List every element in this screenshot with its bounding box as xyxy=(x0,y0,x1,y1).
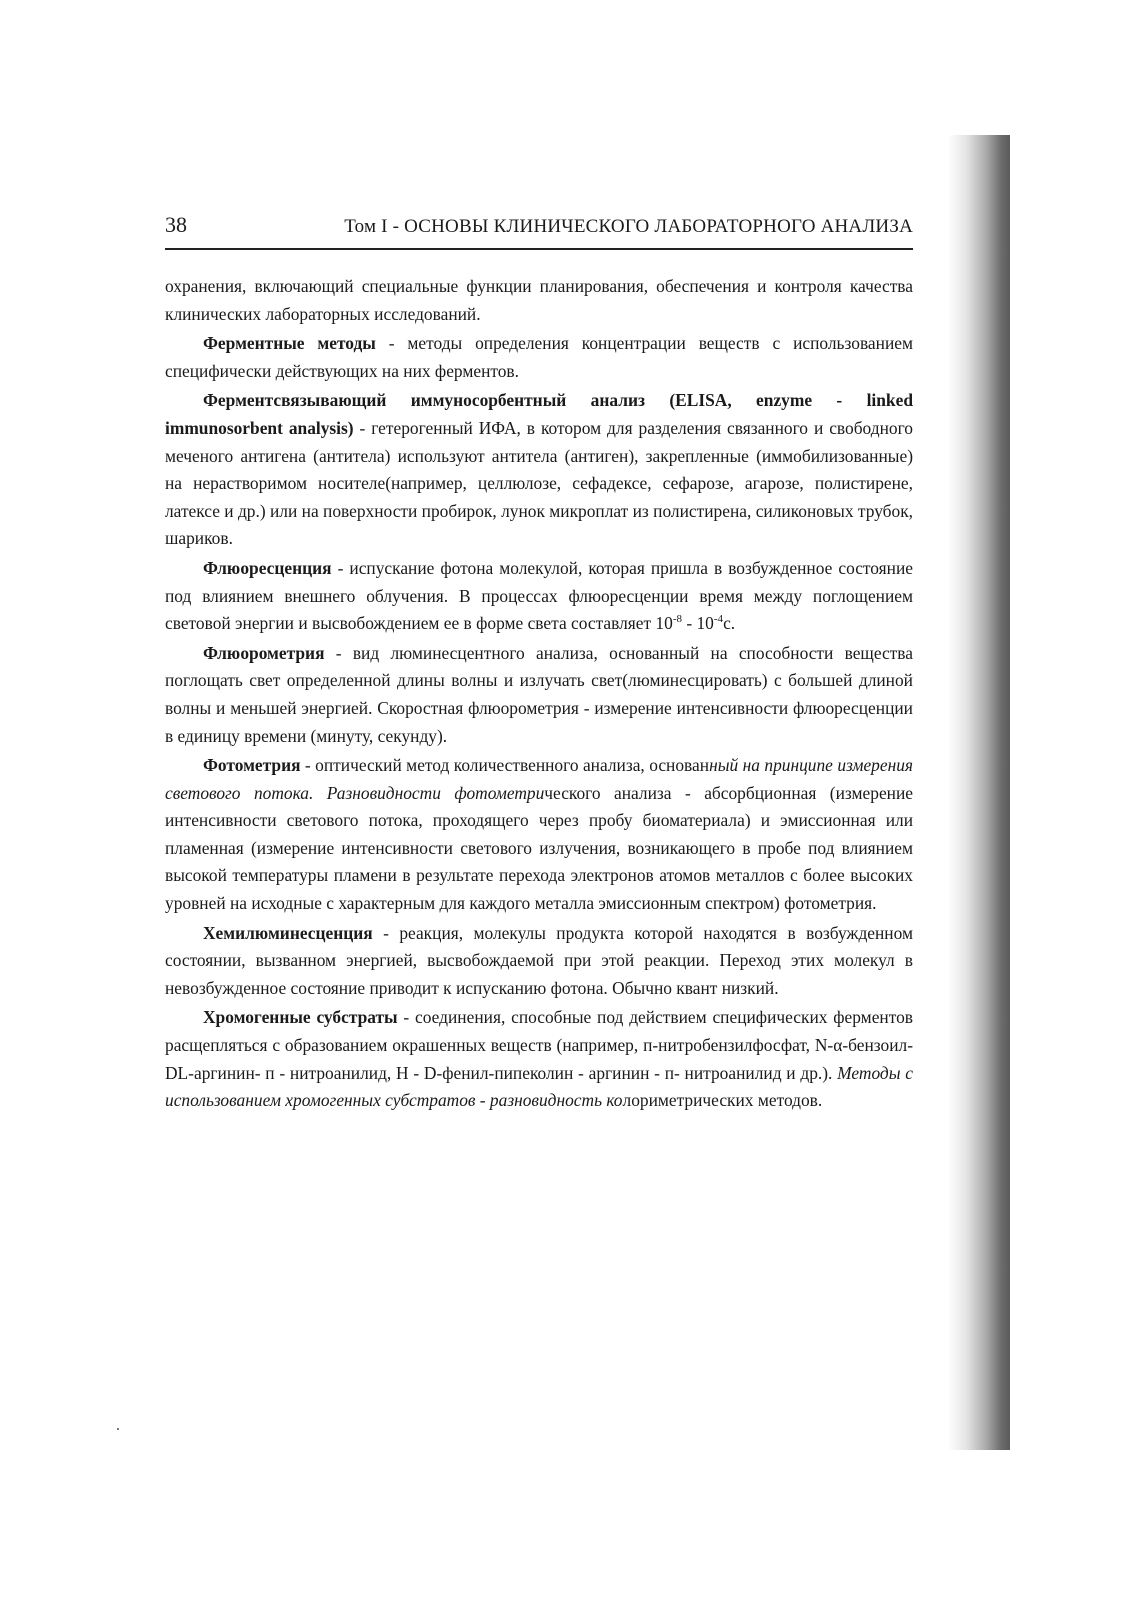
paragraph-text: охранения, включающий специальные функции планирования, обеспечения и контроля качества клинических лабораторных исследований. xyxy=(165,276,913,324)
exponent: -4 xyxy=(713,613,724,626)
definition-text: - испускание фотона молекулой, которая пришла в возбужденное состояние под влиянием внешнего облучения. В процессах флюоресценции время между поглощением световой энергии и высвобождением ее в форме света составляет 10 xyxy=(165,557,913,634)
term: Ферментные методы xyxy=(203,333,376,354)
definition-text: - 10 xyxy=(682,613,714,634)
page-number: 38 xyxy=(165,212,187,237)
scan-speck xyxy=(117,1428,119,1430)
definition-enzymatic-methods xyxy=(165,330,913,385)
definition-text: - оптический метод количественного анализа, основан xyxy=(300,755,710,776)
body-text xyxy=(165,273,913,1115)
definition-elisa xyxy=(165,387,913,553)
term: Хемилюминесценция xyxy=(203,922,373,943)
definition-text: - гетерогенный ИФА, в котором для разделения связанного и свободного меченого антигена (антитела) используют антитела (антиген), закрепленные (иммобилизованные) на нерастворимом носителе(например, целлюлозе, сефадексе, сефарозе, агарозе, полистирене, латексе и др.) или на поверхности пробирок, лунок микроплат из полистирена, силиконовых трубок, шариков. xyxy=(165,417,913,549)
definition-chemiluminescence xyxy=(165,920,913,1003)
definition-fluorometry xyxy=(165,640,913,750)
term: Флюорометрия xyxy=(203,642,325,663)
definition-italic-text: Методы с использованием хромогенных субстратов - разновидность ко xyxy=(165,1062,913,1111)
exponent: -8 xyxy=(672,613,682,626)
definition-italic-text: ный на принципе измерения светового потока. Разновидности фотометри xyxy=(165,755,914,803)
running-header xyxy=(165,208,913,250)
paragraph-continuation xyxy=(165,273,913,328)
book-page xyxy=(165,208,913,1117)
scan-binding-shadow xyxy=(948,135,1010,1450)
definition-chromogenic-substrates xyxy=(165,1004,913,1114)
term: Флюоресценция xyxy=(203,557,332,578)
definition-text: - вид люминесцентного анализа, основанный на способности вещества поглощать свет определенной длины волны и излучать свет(люминесцировать) с большей длиной волны и меньшей энергией. Скоростная флюорометрия - измерение интенсивности флюоресценции в единицу времени (минуту, секунду). xyxy=(165,642,913,746)
definition-text: лориметрических методов. xyxy=(622,1090,823,1111)
term: Фотометрия xyxy=(203,755,301,776)
running-title: Том I - ОСНОВЫ КЛИНИЧЕСКОГО ЛАБОРАТОРНОГО АНАЛИЗА xyxy=(344,216,913,237)
definition-text: - соединения, способные под действием специфических ферментов расщепляться с образованием окрашенных веществ (например, п-нитробензилфосфат, N-α-бензоил- DL-аргинин- п - нитроанилид, Н - D-фенил-пипеколин - аргинин - п- нитроанилид и др.). xyxy=(165,1007,913,1083)
definition-photometry xyxy=(165,752,913,918)
definition-fluorescence xyxy=(165,555,913,638)
term: Ферментсвязывающий иммуносорбентный анализ (ELISA, enzyme - linked immunosorbent analysis) xyxy=(165,390,913,438)
definition-text: - методы определения концентрации веществ с использованием специфически действующих на них ферментов. xyxy=(165,333,913,381)
definition-text: - реакция, молекулы продукта которой находятся в возбужденном состоянии, вызванном энергией, высвобождаемой при этой реакции. Переход этих молекул в невозбужденное состояние приводит к испусканию фотона. Обычно квант низкий. xyxy=(165,922,913,998)
term: Хромогенные субстраты xyxy=(203,1007,398,1028)
definition-text: ческого анализа - абсорбционная (измерение интенсивности светового потока, проходящего через пробу биоматериала) и эмиссионная или пламенная (измерение интенсивности светового излучения, возникающего в пробе под влиянием высокой температуры пламени в результате перехода электронов атомов металлов с более высоких уровней на исходные с характерным для каждого металла эмиссионным спектром) фотометрия. xyxy=(165,782,913,914)
definition-text: с. xyxy=(723,613,736,634)
